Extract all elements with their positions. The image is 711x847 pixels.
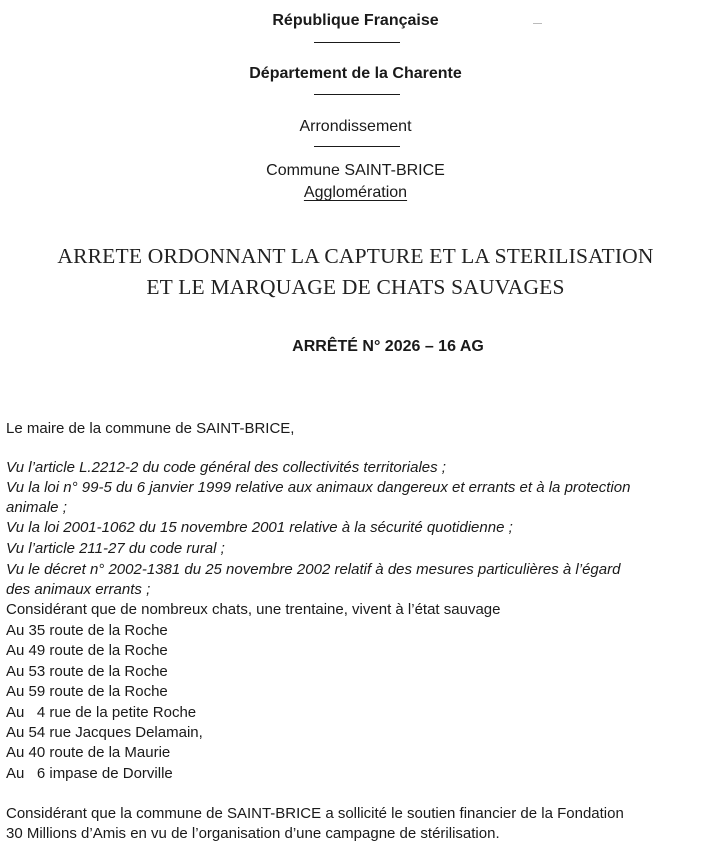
- vu-line: animale ;: [6, 499, 67, 516]
- agglomeration-label: Agglomération: [303, 184, 408, 201]
- address-line: Au 59 route de la Roche: [6, 683, 168, 700]
- document-title-line-1: ARRETE ORDONNANT LA CAPTURE ET LA STERILISATION: [57, 244, 654, 268]
- header-republique: République Française: [272, 12, 439, 29]
- header-divider: [314, 94, 400, 95]
- vu-line: Vu la loi 2001-1062 du 15 novembre 2001 relative à la sécurité quotidienne ;: [6, 519, 513, 536]
- document-title-line-2: ET LE MARQUAGE DE CHATS SAUVAGES: [146, 275, 565, 299]
- address-line: Au 53 route de la Roche: [6, 663, 168, 680]
- address-line: Au 4 rue de la petite Roche: [6, 704, 197, 721]
- address-line: Au 54 rue Jacques Delamain,: [6, 724, 203, 741]
- address-line: Au 49 route de la Roche: [6, 642, 168, 659]
- header-agglomeration: [0, 183, 711, 203]
- vu-line: Vu l’article L.2212-2 du code général des collectivités territoriales ;: [6, 459, 446, 476]
- address-line: Au 6 impase de Dorville: [6, 765, 173, 782]
- considerant-line: Considérant que la commune de SAINT-BRICE a sollicité le soutien financier de la Fondation: [6, 805, 624, 822]
- header-departement: Département de la Charente: [249, 65, 462, 82]
- vu-line: Vu le décret n° 2002-1381 du 25 novembre 2002 relatif à des mesures particulières à l’égard: [6, 561, 621, 578]
- header-divider: [314, 42, 400, 43]
- address-line: Au 40 route de la Maurie: [6, 744, 171, 761]
- vu-line: Vu l’article 211-27 du code rural ;: [6, 540, 225, 557]
- considerant-line: Considérant que de nombreux chats, une trentaine, vivent à l’état sauvage: [6, 601, 501, 618]
- considerant-line: 30 Millions d’Amis en vu de l’organisation d’une campagne de stérilisation.: [6, 825, 500, 842]
- intro-line: Le maire de la commune de SAINT-BRICE,: [6, 420, 295, 437]
- arrete-number: ARRÊTÉ N° 2026 – 16 AG: [292, 338, 484, 355]
- header-commune: Commune SAINT-BRICE: [266, 162, 445, 179]
- address-line: Au 35 route de la Roche: [6, 622, 168, 639]
- vu-line: des animaux errants ;: [6, 581, 151, 598]
- header-divider: [314, 146, 400, 147]
- vu-line: Vu la loi n° 99-5 du 6 janvier 1999 relative aux animaux dangereux et errants et à la protection: [6, 479, 631, 496]
- header-arrondissement: Arrondissement: [299, 118, 412, 135]
